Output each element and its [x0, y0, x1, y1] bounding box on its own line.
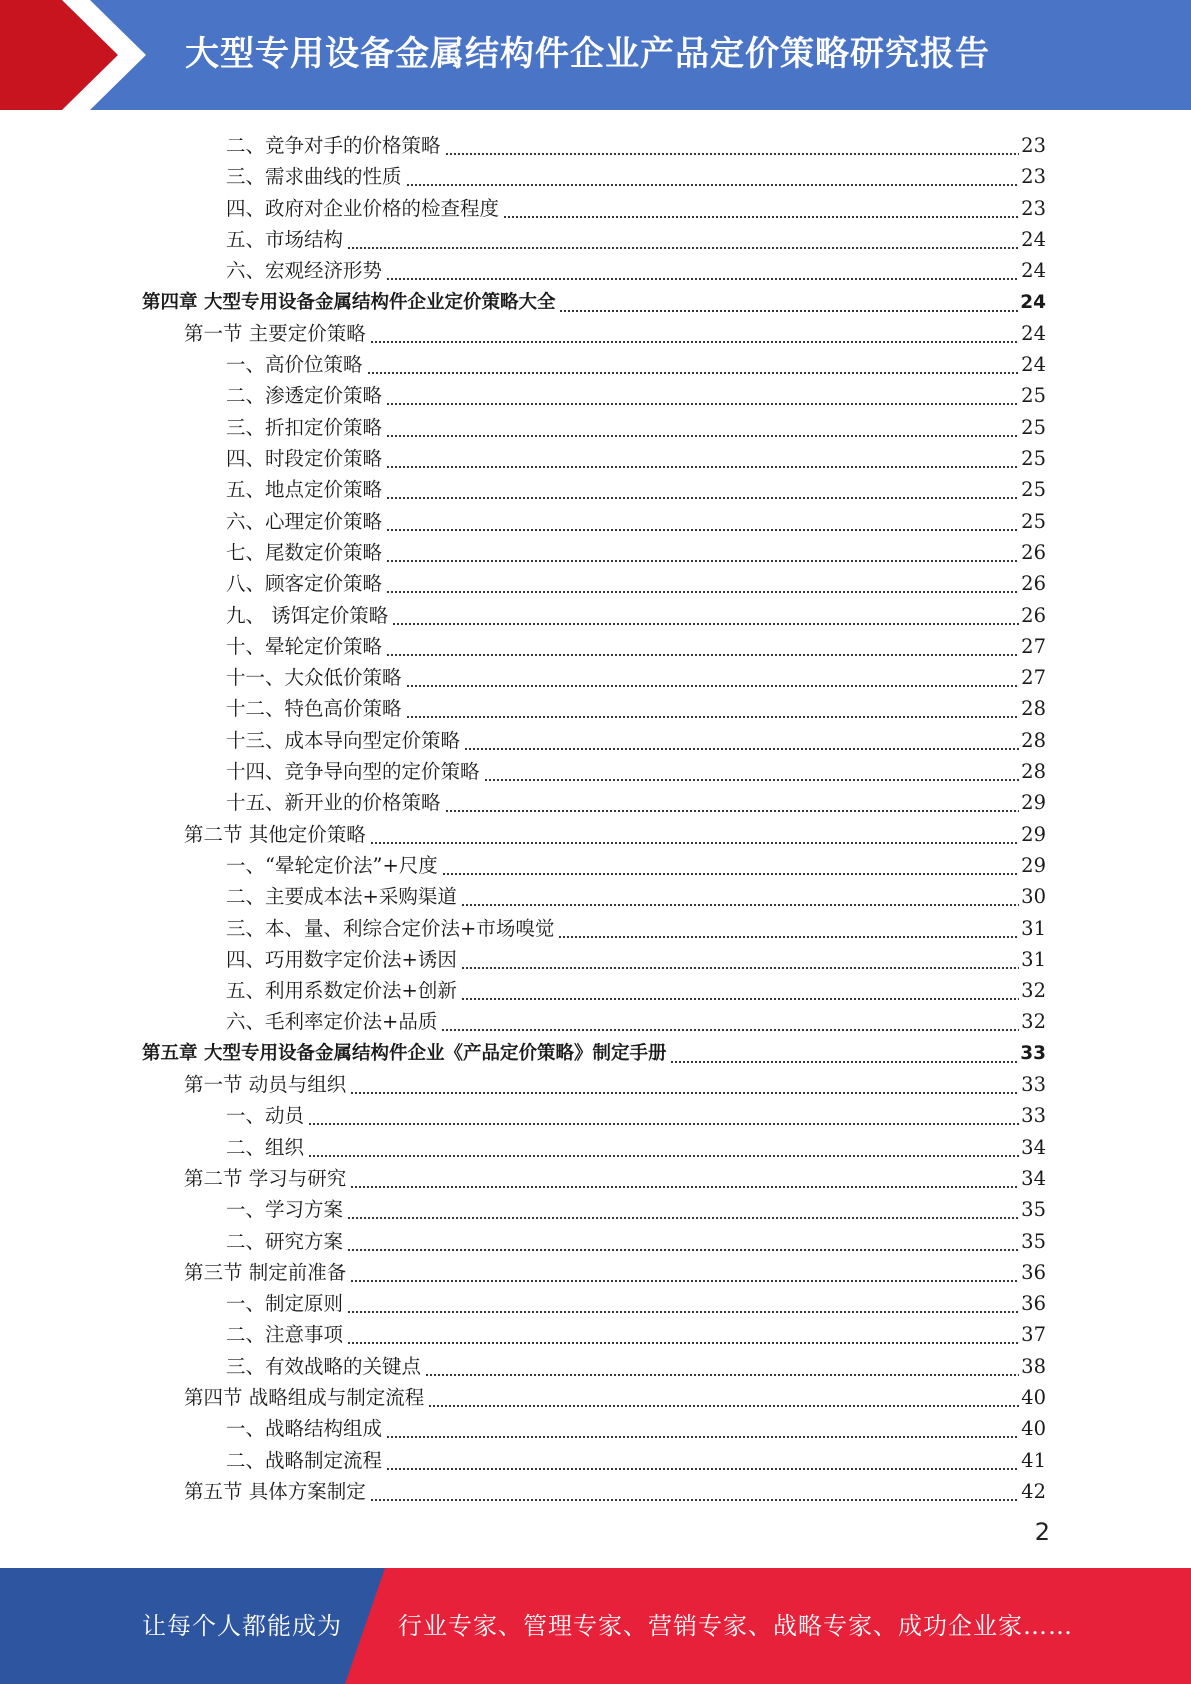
toc-entry-title: 三、需求曲线的性质	[226, 165, 402, 189]
toc-dot-leader	[347, 1322, 1019, 1348]
toc-dot-leader	[484, 759, 1020, 785]
toc-dot-leader	[386, 509, 1019, 535]
toc-dot-leader	[425, 1354, 1019, 1380]
toc-entry-page: 25	[1021, 384, 1046, 408]
toc-entry-title: 二、研究方案	[226, 1229, 344, 1253]
toc-entry-title: 第二节 学习与研究	[184, 1166, 347, 1190]
toc-entry[interactable]	[142, 1036, 1046, 1067]
toc-entry-title: 十、晕轮定价策略	[226, 634, 383, 658]
toc-entry[interactable]	[184, 316, 1046, 347]
toc-entry-page: 32	[1021, 1010, 1046, 1034]
toc-entry[interactable]	[226, 911, 1046, 942]
toc-entry-page: 25	[1021, 415, 1046, 439]
toc-entry[interactable]	[226, 629, 1046, 660]
toc-entry[interactable]	[226, 879, 1046, 910]
toc-entry-title: 第一节 动员与组织	[184, 1073, 347, 1096]
toc-entry-title: 第三节 制定前准备	[184, 1260, 347, 1284]
toc-entry-title: 二、注意事项	[226, 1323, 344, 1347]
toc-entry[interactable]	[226, 128, 1046, 159]
toc-entry-page: 24	[1021, 353, 1046, 377]
toc-entry-page: 24	[1021, 227, 1046, 251]
toc-entry-page: 25	[1021, 509, 1046, 533]
toc-dot-leader	[386, 1416, 1019, 1442]
toc-dot-leader	[670, 1041, 1018, 1067]
toc-entry-page: 27	[1021, 666, 1046, 690]
toc-entry-page: 26	[1021, 540, 1046, 564]
toc-entry-page: 36	[1021, 1260, 1046, 1284]
toc-entry-title: 六、宏观经济形势	[226, 259, 383, 283]
toc-entry-title: 第五章 大型专用设备金属结构件企业《产品定价策略》制定手册	[142, 1042, 667, 1064]
toc-entry-title: 六、毛利率定价法+品质	[226, 1010, 438, 1034]
toc-dot-leader	[350, 1260, 1019, 1286]
toc-entry-title: 三、折扣定价策略	[226, 415, 383, 439]
toc-entry-page: 42	[1021, 1479, 1046, 1503]
toc-entry-title: 一、学习方案	[226, 1198, 344, 1222]
toc-entry-title: 四、时段定价策略	[226, 447, 383, 470]
report-title: 大型专用设备金属结构件企业产品定价策略研究报告	[185, 34, 990, 74]
toc-dot-leader	[386, 446, 1019, 472]
toc-entry-page: 25	[1021, 447, 1046, 470]
toc-entry[interactable]	[226, 1349, 1046, 1380]
toc-dot-leader	[386, 477, 1019, 503]
toc-entry-page: 37	[1021, 1323, 1046, 1347]
toc-entry[interactable]	[226, 691, 1046, 722]
toc-entry[interactable]	[142, 285, 1046, 316]
toc-entry-page: 31	[1021, 916, 1046, 940]
toc-entry-title: 十三、成本导向型定价策略	[226, 728, 461, 752]
toc-dot-leader	[370, 822, 1019, 848]
toc-dot-leader	[386, 1448, 1019, 1474]
toc-dot-leader	[445, 790, 1020, 816]
toc-entry[interactable]	[226, 1411, 1046, 1442]
toc-dot-leader	[386, 258, 1019, 284]
toc-entry-title: 五、利用系数定价法+创新	[226, 979, 457, 1003]
toc-entry-page: 40	[1021, 1417, 1046, 1441]
toc-entry-page: 28	[1021, 760, 1046, 783]
toc-entry-title: 四、政府对企业价格的检查程度	[226, 196, 500, 220]
toc-entry-page: 29	[1021, 791, 1046, 815]
toc-entry-title: 六、心理定价策略	[226, 509, 383, 533]
toc-entry-title: 七、尾数定价策略	[226, 540, 383, 564]
toc-dot-leader	[370, 321, 1019, 347]
toc-entry[interactable]	[226, 535, 1046, 566]
toc-entry-page: 34	[1021, 1166, 1046, 1190]
toc-entry[interactable]	[226, 504, 1046, 535]
toc-entry-title: 五、地点定价策略	[226, 478, 383, 502]
toc-dot-leader	[445, 133, 1020, 159]
toc-entry-page: 33	[1020, 1042, 1046, 1064]
toc-entry-page: 34	[1021, 1135, 1046, 1159]
toc-entry-page: 35	[1021, 1229, 1046, 1253]
toc-entry-page: 28	[1021, 697, 1046, 721]
page-header	[0, 0, 1191, 110]
toc-dot-leader	[392, 603, 1019, 629]
toc-entry-title: 第一节 主要定价策略	[184, 321, 366, 345]
toc-entry-title: 一、“晕轮定价法”+尺度	[226, 853, 438, 877]
toc-dot-leader	[347, 227, 1019, 253]
toc-entry-page: 31	[1021, 947, 1046, 971]
toc-entry[interactable]	[226, 441, 1046, 472]
toc-entry-page: 24	[1020, 291, 1046, 313]
toc-entry-title: 第四节 战略组成与制定流程	[184, 1386, 425, 1409]
toc-dot-leader	[386, 415, 1019, 441]
toc-entry[interactable]	[184, 1474, 1046, 1505]
toc-dot-leader	[559, 290, 1018, 316]
toc-entry[interactable]	[226, 1192, 1046, 1223]
toc-dot-leader	[441, 1009, 1019, 1035]
toc-dot-leader	[461, 978, 1019, 1004]
toc-entry[interactable]	[226, 1317, 1046, 1348]
toc-dot-leader	[428, 1385, 1019, 1411]
toc-dot-leader	[370, 1479, 1019, 1505]
toc-dot-leader	[386, 571, 1019, 597]
toc-entry[interactable]	[226, 378, 1046, 409]
toc-entry[interactable]	[226, 848, 1046, 879]
toc-entry-title: 二、战略制定流程	[226, 1448, 383, 1472]
toc-dot-leader	[461, 884, 1019, 910]
toc-dot-leader	[347, 1291, 1019, 1317]
footer-slogan-left: 让每个人都能成为	[142, 1612, 342, 1640]
toc-entry[interactable]	[226, 1130, 1046, 1161]
toc-entry[interactable]	[226, 253, 1046, 284]
toc-entry-page: 29	[1021, 822, 1046, 846]
toc-entry-page: 24	[1021, 321, 1046, 345]
toc-entry[interactable]	[226, 159, 1046, 190]
toc-dot-leader	[464, 728, 1019, 754]
toc-entry-title: 第四章 大型专用设备金属结构件企业定价策略大全	[142, 291, 556, 313]
toc-entry-title: 四、巧用数字定价法+诱因	[226, 947, 457, 971]
toc-entry[interactable]	[184, 1380, 1046, 1411]
toc-entry[interactable]	[226, 472, 1046, 503]
toc-entry-title: 一、制定原则	[226, 1292, 344, 1316]
page-footer	[0, 1568, 1191, 1684]
toc-entry[interactable]	[226, 723, 1046, 754]
toc-dot-leader	[558, 916, 1019, 942]
toc-entry-page: 32	[1021, 979, 1046, 1003]
toc-entry-title: 三、有效战略的关键点	[226, 1354, 422, 1378]
toc-entry-title: 二、主要成本法+采购渠道	[226, 885, 457, 909]
toc-dot-leader	[350, 1166, 1019, 1192]
toc-dot-leader	[406, 665, 1020, 691]
toc-entry[interactable]	[184, 1255, 1046, 1286]
toc-dot-leader	[347, 1229, 1019, 1255]
toc-entry-page: 28	[1021, 728, 1046, 752]
toc-entry[interactable]	[226, 754, 1046, 785]
toc-entry-title: 一、高价位策略	[226, 353, 363, 377]
toc-dot-leader	[461, 947, 1019, 973]
toc-entry-page: 25	[1021, 478, 1046, 502]
toc-entry[interactable]	[226, 410, 1046, 441]
toc-entry[interactable]	[226, 1443, 1046, 1474]
toc-entry-title: 第二节 其他定价策略	[184, 822, 366, 846]
toc-entry-page: 33	[1021, 1104, 1046, 1128]
toc-entry[interactable]	[184, 817, 1046, 848]
toc-entry-title: 三、本、量、利综合定价法+市场嗅觉	[226, 916, 555, 940]
page-number: 2	[1034, 1518, 1050, 1546]
toc-entry-page: 40	[1021, 1386, 1046, 1409]
toc-entry-title: 二、竞争对手的价格策略	[226, 134, 441, 157]
toc-entry-title: 八、顾客定价策略	[226, 572, 383, 596]
toc-entry[interactable]	[226, 660, 1046, 691]
toc-entry-page: 23	[1021, 196, 1046, 220]
toc-entry[interactable]	[226, 942, 1046, 973]
toc-entry-title: 二、组织	[226, 1135, 305, 1159]
toc-entry-page: 36	[1021, 1292, 1046, 1316]
toc-entry-page: 26	[1021, 603, 1046, 627]
toc-dot-leader	[308, 1135, 1019, 1161]
toc-entry-page: 35	[1021, 1198, 1046, 1222]
toc-entry-title: 第五节 具体方案制定	[184, 1479, 366, 1503]
toc-entry-title: 十四、竞争导向型的定价策略	[226, 760, 480, 783]
toc-entry-title: 一、战略结构组成	[226, 1417, 383, 1441]
toc-entry-page: 38	[1021, 1354, 1046, 1378]
toc-entry-title: 十一、大众低价策略	[226, 666, 402, 690]
toc-entry[interactable]	[226, 1098, 1046, 1129]
toc-entry-page: 23	[1021, 165, 1046, 189]
toc-entry-page: 33	[1021, 1073, 1046, 1096]
toc-dot-leader	[406, 164, 1020, 190]
footer-slogan-right: 行业专家、管理专家、营销专家、战略专家、成功企业家……	[398, 1612, 1073, 1640]
toc-entry-title: 十二、特色高价策略	[226, 697, 402, 721]
toc-entry-page: 30	[1021, 885, 1046, 909]
toc-entry-page: 24	[1021, 259, 1046, 283]
toc-dot-leader	[350, 1072, 1019, 1098]
toc-entry-title: 一、动员	[226, 1104, 305, 1128]
toc-entry-page: 26	[1021, 572, 1046, 596]
toc-dot-leader	[503, 196, 1019, 222]
toc-dot-leader	[406, 696, 1020, 722]
toc-entry-page: 23	[1021, 134, 1046, 157]
toc-entry[interactable]	[184, 1161, 1046, 1192]
toc-entry[interactable]	[226, 1004, 1046, 1035]
toc-dot-leader	[386, 540, 1019, 566]
toc-entry[interactable]	[226, 566, 1046, 597]
toc-entry[interactable]	[226, 191, 1046, 222]
toc-entry-title: 二、渗透定价策略	[226, 384, 383, 408]
toc-entry[interactable]	[226, 222, 1046, 253]
toc-entry[interactable]	[226, 598, 1046, 629]
toc-dot-leader	[347, 1197, 1019, 1223]
toc-entry-page: 27	[1021, 634, 1046, 658]
toc-dot-leader	[386, 383, 1019, 409]
toc-entry-title: 九、 诱饵定价策略	[226, 603, 389, 627]
toc-entry[interactable]	[226, 1224, 1046, 1255]
toc-entry-page: 29	[1021, 853, 1046, 877]
toc-entry[interactable]	[226, 347, 1046, 378]
toc-dot-leader	[308, 1103, 1019, 1129]
toc-dot-leader	[442, 853, 1019, 879]
toc-dot-leader	[367, 352, 1020, 378]
toc-entry[interactable]	[184, 1067, 1046, 1098]
toc-dot-leader	[386, 634, 1019, 660]
toc-entry-title: 十五、新开业的价格策略	[226, 791, 441, 815]
toc-entry-title: 五、市场结构	[226, 227, 344, 251]
toc-entry[interactable]	[226, 973, 1046, 1004]
toc-entry-page: 41	[1021, 1448, 1046, 1472]
toc-entry[interactable]	[226, 1286, 1046, 1317]
toc-entry[interactable]	[226, 785, 1046, 816]
